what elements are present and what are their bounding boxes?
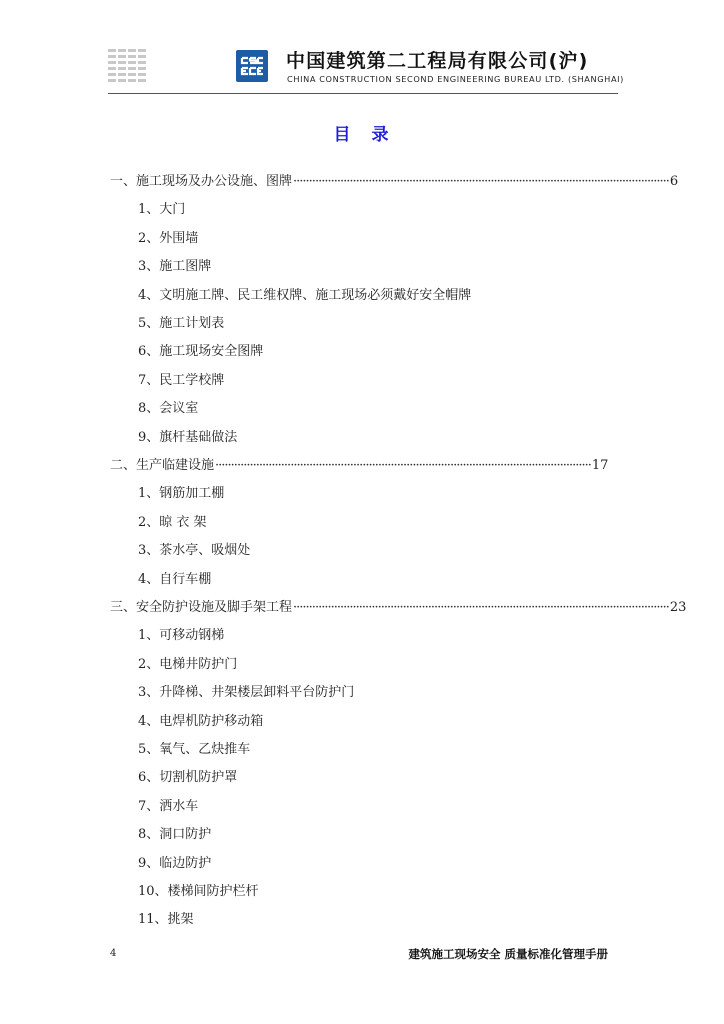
cscec-logo-icon: [236, 50, 268, 82]
toc-subentry: [138, 539, 250, 563]
toc-section-entry: [110, 596, 687, 620]
toc-entry-label: 8、会议室: [138, 401, 199, 417]
toc-subentry: [138, 681, 354, 705]
footer-document-title: 建筑施工现场安全 质量标准化管理手册: [408, 947, 608, 961]
toc-entry-label: 9、临边防护: [138, 855, 212, 871]
toc-subentry: [138, 908, 194, 932]
toc-subentry: [138, 340, 263, 364]
toc-entry-label: 3、升降梯、井架楼层卸料平台防护门: [138, 685, 355, 701]
toc-subentry: [138, 255, 211, 279]
company-name-en: CHINA CONSTRUCTION SECOND ENGINEERING BUREAU LTD. (SHANGHAI): [287, 74, 624, 84]
toc-subentry: [138, 397, 198, 421]
footer-page-number: 4: [110, 948, 117, 959]
toc-entry-label: 三、安全防护设施及脚手架工程: [110, 600, 293, 615]
toc-entry-label: 7、洒水车: [138, 798, 199, 814]
toc-subentry: [138, 284, 471, 308]
toc-subentry: [138, 738, 250, 762]
toc-subentry: [138, 852, 211, 876]
toc-entry-label: 4、自行车棚: [138, 571, 212, 587]
toc-section-entry: [110, 454, 609, 478]
company-name-cn: 中国建筑第二工程局有限公司(沪): [286, 50, 589, 72]
toc-entry-label: 1、可移动钢梯: [138, 628, 225, 644]
toc-entry-label: 4、电焊机防护移动箱: [138, 713, 264, 729]
header-divider: [108, 93, 618, 94]
toc-page-number: 23: [669, 600, 687, 615]
toc-entry-label: 1、大门: [138, 202, 186, 218]
toc-subentry: [138, 823, 211, 847]
toc-entry-label: 1、钢筋加工棚: [138, 486, 225, 502]
toc-page-number: 17: [591, 458, 609, 473]
toc-subentry: [138, 653, 237, 677]
toc-subentry: [138, 795, 198, 819]
toc-page-number: 6: [669, 174, 679, 189]
toc-dot-leader: ························································································································: [293, 600, 669, 615]
toc-subentry: [138, 568, 211, 592]
toc-subentry: [138, 624, 224, 648]
toc-entry-label: 2、外围墙: [138, 230, 199, 246]
toc-entry-label: 5、氧气、乙炔推车: [138, 742, 251, 757]
toc-subentry: [138, 198, 185, 222]
toc-entry-label: 2、晾 衣 架: [138, 514, 207, 530]
toc-subentry: [138, 482, 224, 506]
decorative-grid-icon: [108, 49, 146, 85]
toc-entry-label: 7、民工学校牌: [138, 372, 225, 388]
toc-entry-label: 4、文明施工牌、民工维权牌、施工现场必须戴好安全帽牌: [138, 287, 472, 303]
toc-subentry: [138, 766, 237, 790]
toc-entry-label: 11、挑架: [138, 912, 194, 928]
toc-entry-label: 2、电梯井防护门: [138, 656, 238, 672]
toc-entry-label: 8、洞口防护: [138, 827, 212, 843]
toc-entry-label: 6、施工现场安全图牌: [138, 344, 264, 360]
toc-subentry: [138, 312, 224, 336]
page-header: [108, 44, 624, 94]
toc-entry-label: 10、楼梯间防护栏杆: [138, 884, 259, 899]
toc-entry-label: 3、茶水亭、吸烟处: [138, 543, 251, 559]
toc-entry-label: 5、施工计划表: [138, 316, 225, 331]
toc-entry-label: 3、施工图牌: [138, 259, 212, 275]
toc-subentry: [138, 227, 198, 251]
toc-subentry: [138, 369, 224, 393]
toc-subentry: [138, 710, 263, 734]
toc-subentry: [138, 426, 237, 450]
toc-entry-label: 二、生产临建设施: [110, 458, 215, 473]
toc-subentry: [138, 880, 259, 904]
toc-entry-label: 一、施工现场及办公设施、图牌: [110, 174, 293, 189]
toc-entry-label: 6、切割机防护罩: [138, 770, 238, 786]
toc-dot-leader: ························································································································: [293, 174, 669, 189]
page-title: 目 录: [333, 125, 391, 145]
toc-section-entry: [110, 170, 679, 194]
toc-entry-label: 9、旗杆基础做法: [138, 429, 238, 445]
toc-subentry: [138, 511, 207, 535]
toc-dot-leader: ························································································································: [215, 458, 591, 473]
